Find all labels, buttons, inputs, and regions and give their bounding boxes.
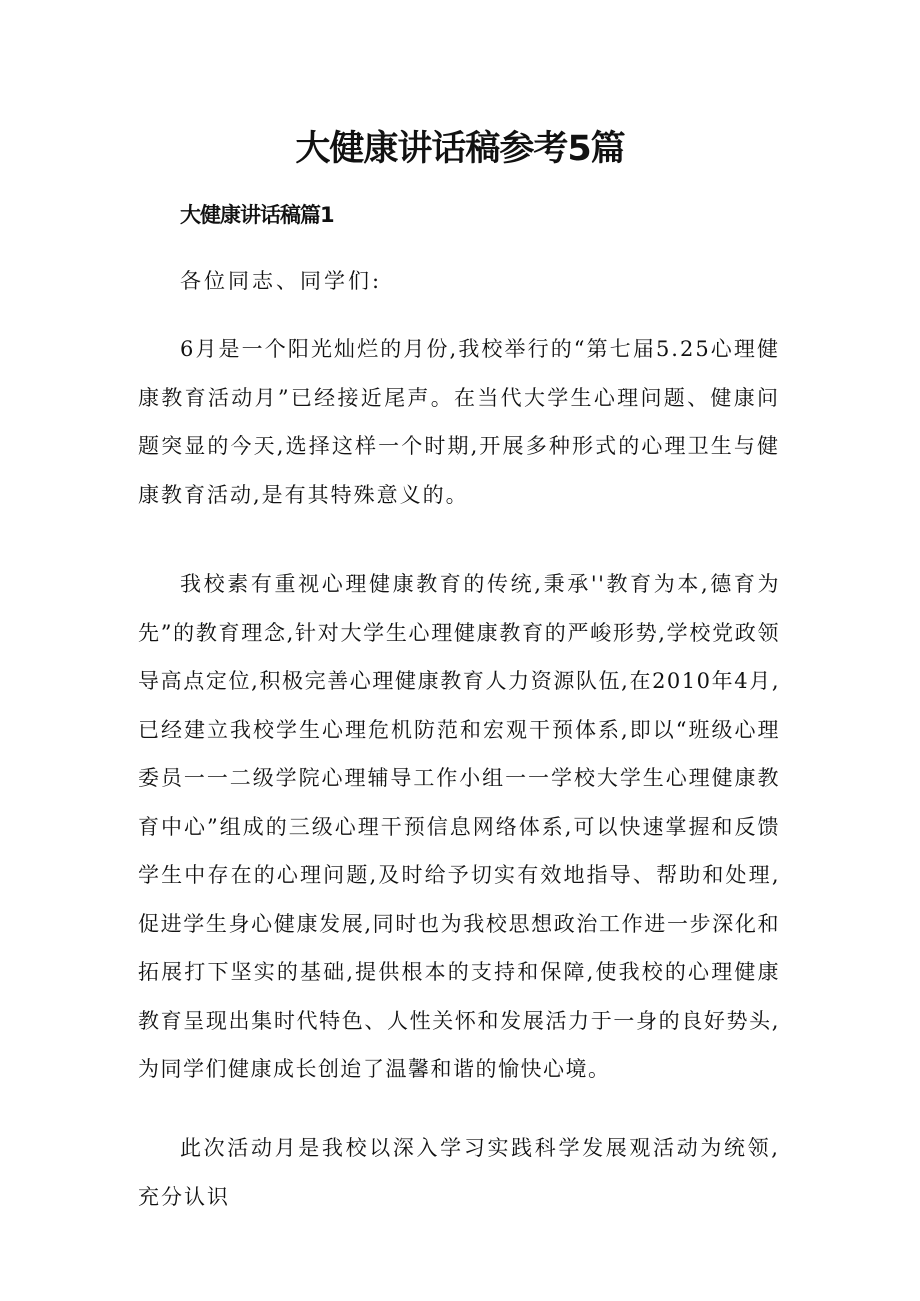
- paragraph-1: 6月是一个阳光灿烂的月份,我校举行的“第七届5.25心理健康教育活动月”已经接近尾声。在当代大学生心理问题、健康问题突显的今天,选择这样一个时期,开展多种形式的心理卫生与健康教育活动,是有其特殊意义的。: [138, 337, 780, 507]
- document-title: 大健康讲话稿参考5篇: [295, 129, 625, 169]
- paragraph-2: 我校素有重视心理健康教育的传统,秉承''教育为本,德育为先”的教育理念,针对大学生心理健康教育的严峻形势,学校党政领导高点定位,积极完善心理健康教育人力资源队伍,在2010年4月,已经建立我校学生心理危机防范和宏观干预体系,即以“班级心理委员一一二级学院心理辅导工作小组一一学校大学生心理健康教育中心”组成的三级心理干预信息网络体系,可以快速掌握和反馈学生中存在的心理问题,及时给予切实有效地指导、帮助和处理,促进学生身心健康发展,同时也为我校思想政治工作进一步深化和拓展打下坚实的基础,提供根本的支持和保障,使我校的心理健康教育呈现出集时代特色、人性关怀和发展活力于一身的良好势头,为同学们健康成长创迨了温馨和谐的愉快心境。: [138, 572, 780, 1081]
- section-heading: 大健康讲话稿篇1: [180, 203, 334, 227]
- paragraph-3: 此次活动月是我校以深入学习实践科学发展观活动为统领,充分认识: [138, 1136, 780, 1209]
- salutation: 各位同志、同学们:: [180, 269, 383, 293]
